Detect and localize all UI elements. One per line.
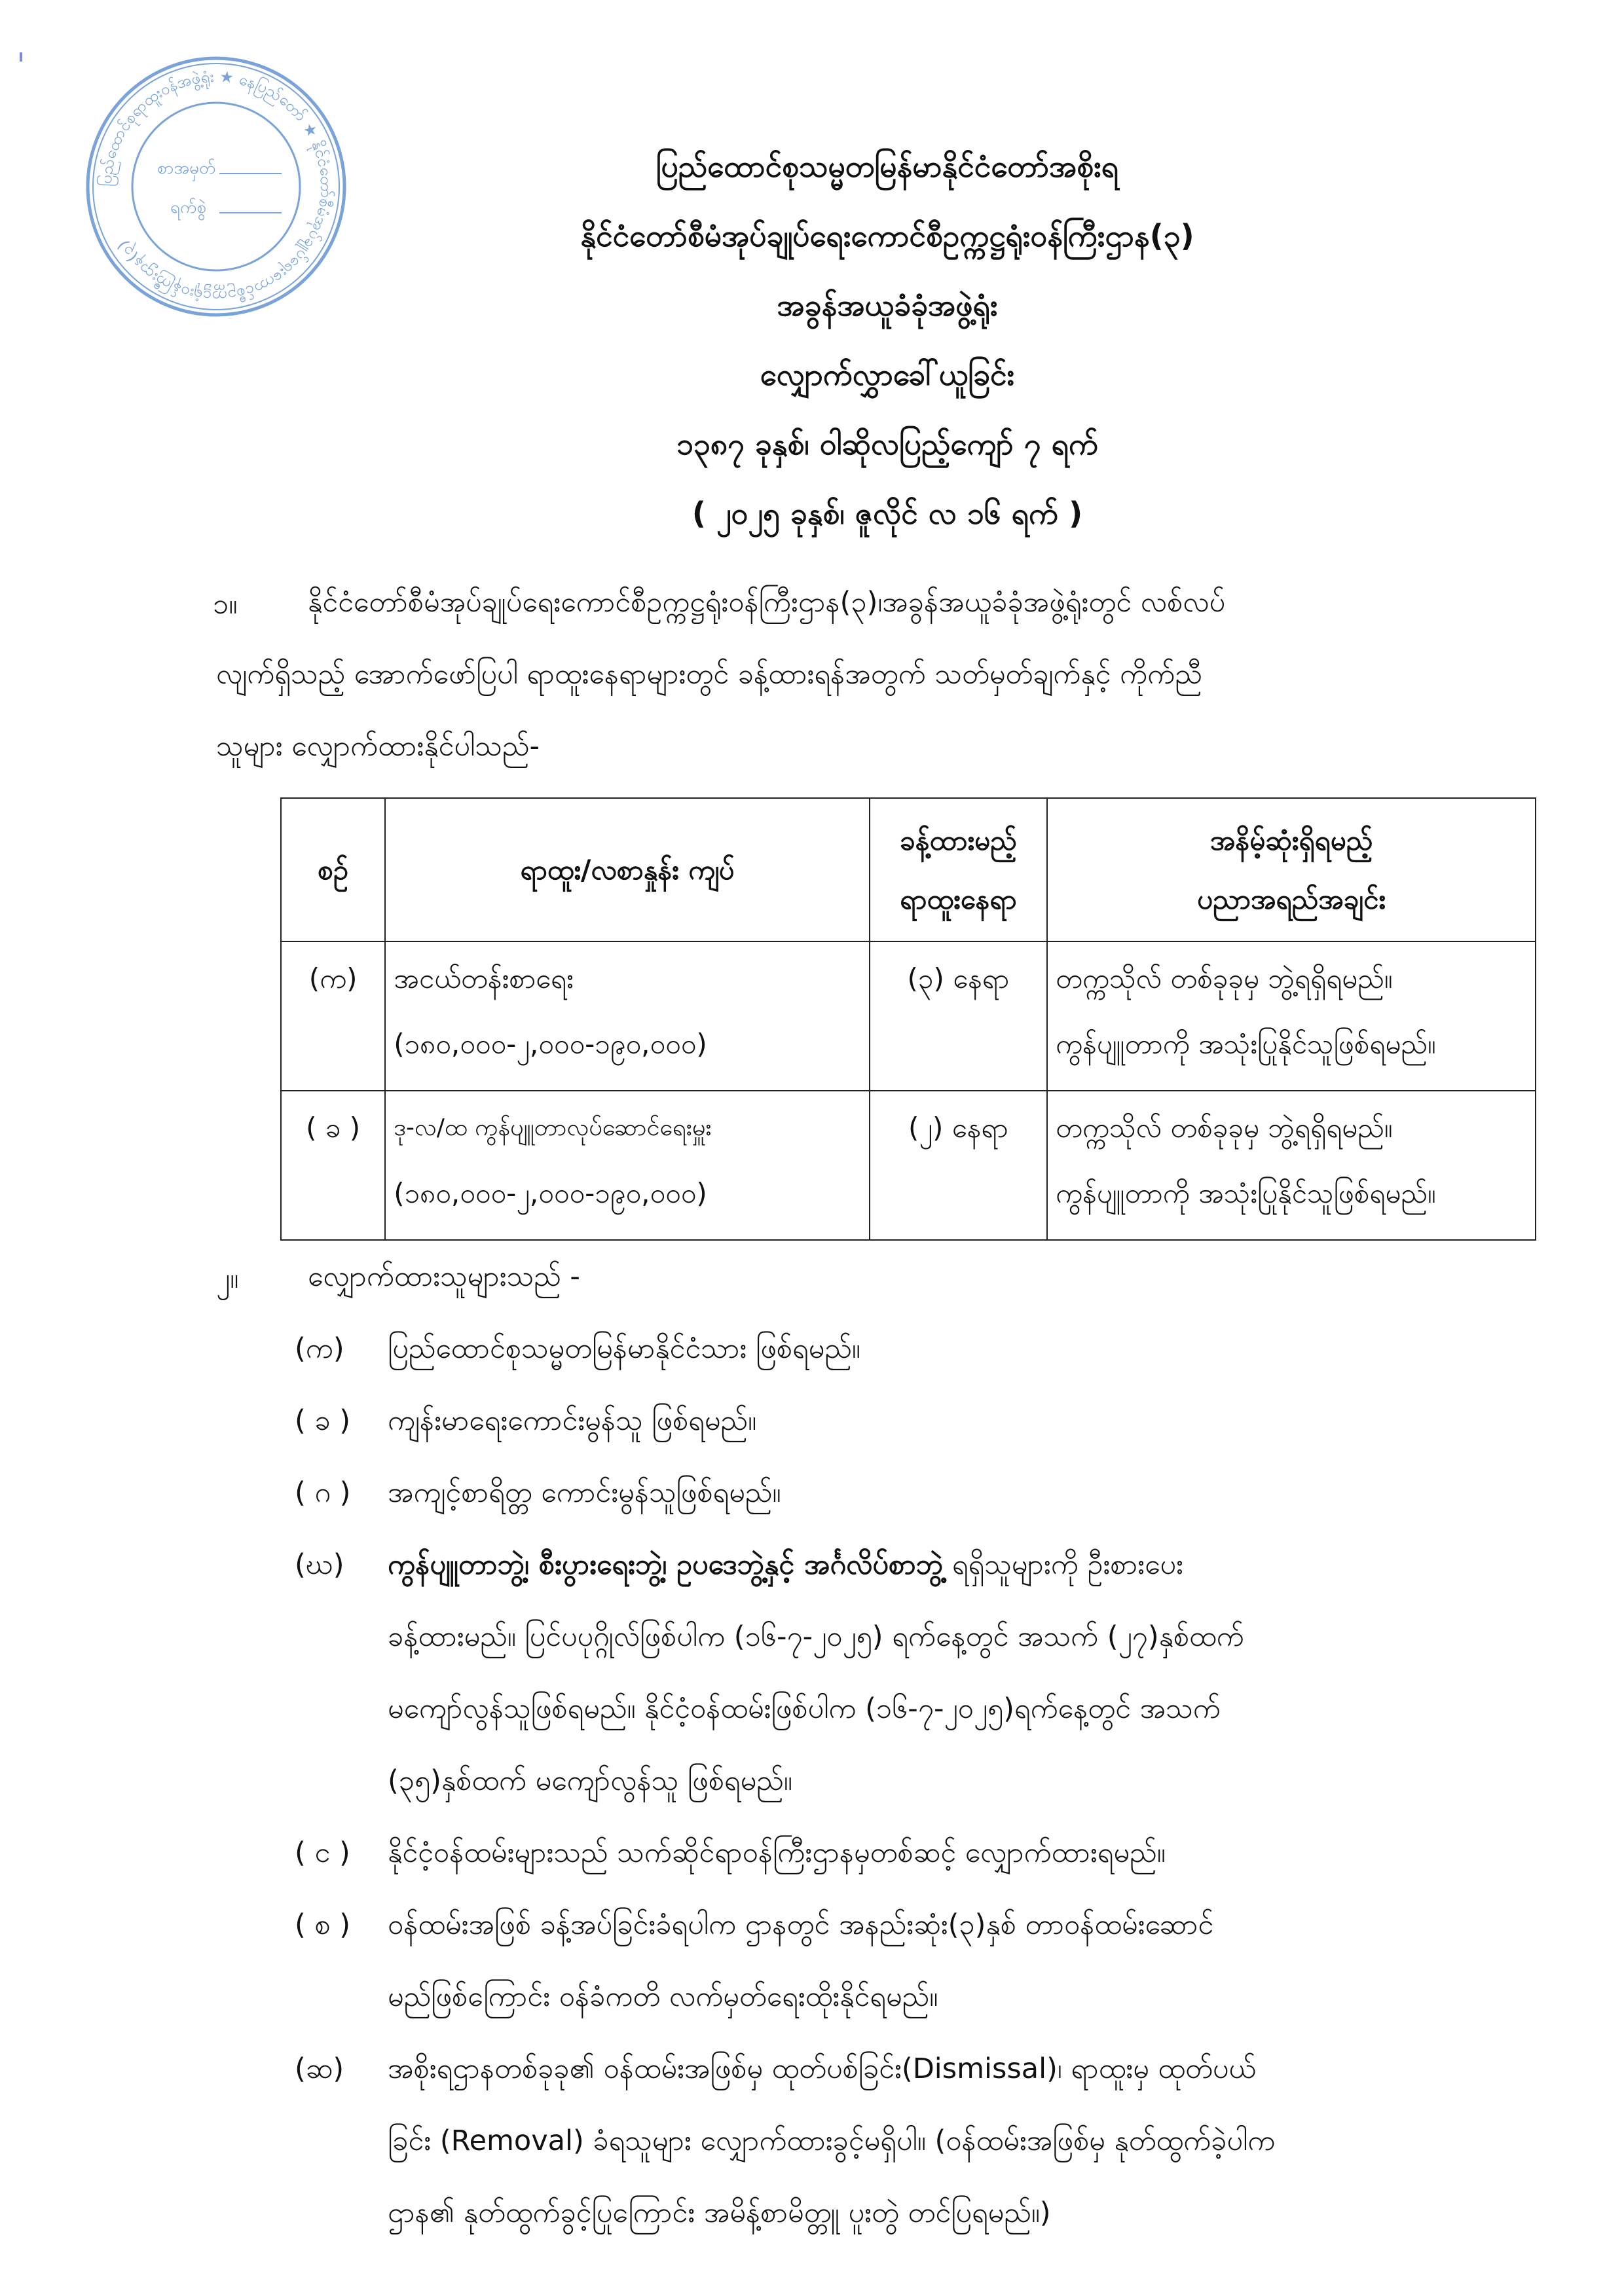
requirement-bold-degrees: ကွန်ပျူတာဘွဲ့၊ စီးပွားရေးဘွဲ့၊ ဥပဒေဘွဲ့နှင့် အင်္ဂလိပ်စာဘွဲ့ (388, 1548, 944, 1581)
row-position-salary: (၁၈၀,၀၀၀-၂,၀၀၀-၁၉၀,၀၀၀) (394, 1028, 707, 1060)
requirement-line: မကျော်လွန်သူဖြစ်ရမည်။ နိုင်ငံ့ဝန်ထမ်းဖြစ်ပါက (၁၆-၇-၂၀၂၅)ရက်နေ့တွင် အသက် (388, 1692, 1221, 1725)
section-1-number: ၁။ (213, 588, 238, 621)
header-vacancies (870, 798, 1047, 941)
header-qualification-line1: အနိမ့်ဆုံးရှိရမည့် (1209, 824, 1373, 856)
requirement-label: (က) (295, 1332, 344, 1365)
header-qualification-line2: ပညာအရည်အချင်း (1197, 883, 1386, 915)
section-1-line: သူများ လျှောက်ထားနိုင်ပါသည်- (216, 730, 540, 763)
header-serial: စဉ် (281, 798, 385, 941)
vacancy-table (280, 797, 1536, 1241)
requirement-text: ပြည်ထောင်စုသမ္မတမြန်မာနိုင်ငံသား ဖြစ်ရမည်။ (388, 1332, 860, 1365)
row-qualification-line1: တက္ကသိုလ် တစ်ခုခုမှ ဘွဲ့ရရှိရမည်။ (1055, 962, 1393, 994)
heading-government: ပြည်ထောင်စုသမ္မတမြန်မာနိုင်ငံတော်အစိုးရ (655, 149, 1119, 184)
margin-mark (20, 52, 22, 62)
row-qualification-line1: တက္ကသိုလ် တစ်ခုခုမှ ဘွဲ့ရရှိရမည်။ (1055, 1112, 1393, 1144)
requirement-item (295, 1817, 1572, 1889)
requirement-line: အစိုးရဌာနတစ်ခုခု၏ ဝန်ထမ်းအဖြစ်မှ ထုတ်ပစ်ခြင်း(Dismissal)၊ ရာထူးမှ ထုတ်ပယ် (388, 2052, 1257, 2085)
requirement-line: ဝန်ထမ်းအဖြစ် ခန့်အပ်ခြင်းခံရပါက ဌာနတွင် အနည်းဆုံး(၃)နှစ် တာဝန်ထမ်းဆောင် (388, 1908, 1214, 1941)
requirement-item (295, 1889, 1572, 2033)
requirement-label: ( ဂ ) (295, 1476, 351, 1509)
requirement-item (295, 1457, 1572, 1529)
requirement-text: ကျန်းမာရေးကောင်းမွန်သူ ဖြစ်ရမည်။ (388, 1404, 757, 1437)
row-qualification (1047, 941, 1536, 1091)
requirement-line: ဌာန၏ နုတ်ထွက်ခွင့်ပြုကြောင်း အမိန့်စာမိတ္တူ ပူးတွဲ တင်ပြရမည်။) (388, 2196, 1051, 2229)
document-heading (367, 151, 1408, 567)
row-position (385, 941, 869, 1091)
row-serial: (က) (281, 941, 385, 1091)
requirement-text: နိုင်ငံ့ဝန်ထမ်းများသည် သက်ဆိုင်ရာဝန်ကြီးဌာနမှတစ်ဆင့် လျှောက်ထားရမည်။ (388, 1836, 1166, 1869)
heading-myanmar-date: ၁၃၈၇ ခုနှစ်၊ ဝါဆိုလပြည့်ကျော် ၇ ရက် (676, 426, 1099, 462)
requirement-text (388, 1529, 1566, 1817)
requirement-label: ( စ ) (295, 1908, 351, 1941)
section-1-line: နိုင်ငံတော်စီမံအုပ်ချုပ်ရေးကောင်စီဥက္ကဋ္ဌရုံးဝန်ကြီးဌာန(၃)၊အခွန်အယူခံခုံအဖွဲ့ရုံးတွင် လစ်လပ် (308, 586, 1226, 619)
seal-ring-text: ပြည်ထောင်စုရာထူးဝန်အဖွဲ့ရုံး ★ နေပြည်တော် ★ နိုင်ငံတော်စီမံအုပ်ချုပ်ရေးကောင်စီဥက္ကဋ္ဌရုံးဝန်ကြီးဌာန(၃) (96, 67, 336, 306)
table-row (281, 941, 1536, 1091)
table-header-row (281, 798, 1536, 941)
row-position-title: ဒု-လ/ထ ကွန်ပျူတာလုပ်ဆောင်ရေးမှူး (394, 1114, 712, 1141)
requirement-item (295, 1385, 1572, 1457)
heading-ministry: နိုင်ငံတော်စီမံအုပ်ချုပ်ရေးကောင်စီဥက္ကဋ္ဌရုံးဝန်ကြီးဌာန(၃) (580, 218, 1194, 253)
requirement-label: ( င ) (295, 1836, 350, 1869)
row-qualification-line2: ကွန်ပျူတာကို အသုံးပြုနိုင်သူဖြစ်ရမည်။ (1055, 1028, 1436, 1060)
requirement-line (388, 1529, 1566, 1601)
row-qualification (1047, 1091, 1536, 1240)
requirement-label: (ဃ) (295, 1548, 344, 1581)
row-serial: ( ခ ) (281, 1091, 385, 1240)
row-position-salary: (၁၈၀,၀၀၀-၂,၀၀၀-၁၉၀,၀၀၀) (394, 1177, 707, 1209)
requirement-label: ( ခ ) (295, 1404, 351, 1437)
header-vacancies-line2: ရာထူးနေရာ (900, 883, 1017, 915)
heading-gregorian-date: ( ၂၀၂၅ ခုနှစ်၊ ဇူလိုင် လ ၁၆ ရက် ) (692, 496, 1083, 531)
section-2-number: ၂။ (216, 1262, 239, 1295)
row-position-title: အငယ်တန်းစာရေး (394, 962, 574, 994)
requirement-item (295, 1313, 1572, 1385)
requirement-item (295, 2033, 1572, 2249)
seal-icon (85, 56, 347, 318)
row-position (385, 1091, 869, 1240)
requirement-line: မည်ဖြစ်ကြောင်း ဝန်ခံကတိ လက်မှတ်ရေးထိုးနိုင်ရမည်။ (388, 1980, 938, 2013)
official-seal (85, 56, 347, 318)
heading-title: လျှောက်လွှာခေါ်ယူခြင်း (760, 357, 1015, 392)
requirement-label: (ဆ) (295, 2052, 344, 2085)
requirement-line: (၃၅)နှစ်ထက် မကျော်လွန်သူ ဖြစ်ရမည်။ (388, 1764, 792, 1797)
table-row (281, 1091, 1536, 1240)
header-position: ရာထူး/လစာနှုန်း ကျပ် (385, 798, 869, 941)
row-vacancies: (၂) နေရာ (870, 1091, 1047, 1240)
requirement-item (295, 1529, 1572, 1817)
requirement-text (388, 1889, 1566, 2033)
section-1-line: လျက်ရှိသည့် အောက်ဖော်ပြပါ ရာထူးနေရာများတွင် ခန့်ထားရန်အတွက် သတ်မှတ်ချက်နှင့် ကိုက်ညီ (216, 658, 1202, 691)
row-vacancies: (၃) နေရာ (870, 941, 1047, 1091)
requirement-text (388, 2033, 1566, 2249)
seal-center-line2: ရက်စွဲ (170, 198, 206, 217)
heading-office: အခွန်အယူခံခုံအဖွဲ့ရုံး (777, 287, 998, 323)
header-vacancies-line1: ခန့်ထားမည့် (900, 824, 1017, 856)
row-qualification-line2: ကွန်ပျူတာကို အသုံးပြုနိုင်သူဖြစ်ရမည်။ (1055, 1177, 1436, 1209)
requirement-line: ခြင်း (Removal) ခံရသူများ လျှောက်ထားခွင့်မရှိပါ။ (ဝန်ထမ်းအဖြစ်မှ နုတ်ထွက်ခဲ့ပါက (388, 2124, 1276, 2157)
seal-center-line1: စာအမှတ် (157, 158, 216, 178)
requirement-line-rest: ရရှိသူများကို ဦးစားပေး (943, 1548, 1183, 1581)
requirement-line: ခန့်ထားမည်။ ပြင်ပပုဂ္ဂိုလ်ဖြစ်ပါက (၁၆-၇-၂၀၂၅) ရက်နေ့တွင် အသက် (၂၇)နှစ်ထက် (388, 1620, 1244, 1653)
header-qualification (1047, 798, 1536, 941)
requirement-text: အကျင့်စာရိတ္တ ကောင်းမွန်သူဖြစ်ရမည်။ (388, 1476, 781, 1509)
section-2-title: လျှောက်ထားသူများသည် - (308, 1260, 580, 1293)
